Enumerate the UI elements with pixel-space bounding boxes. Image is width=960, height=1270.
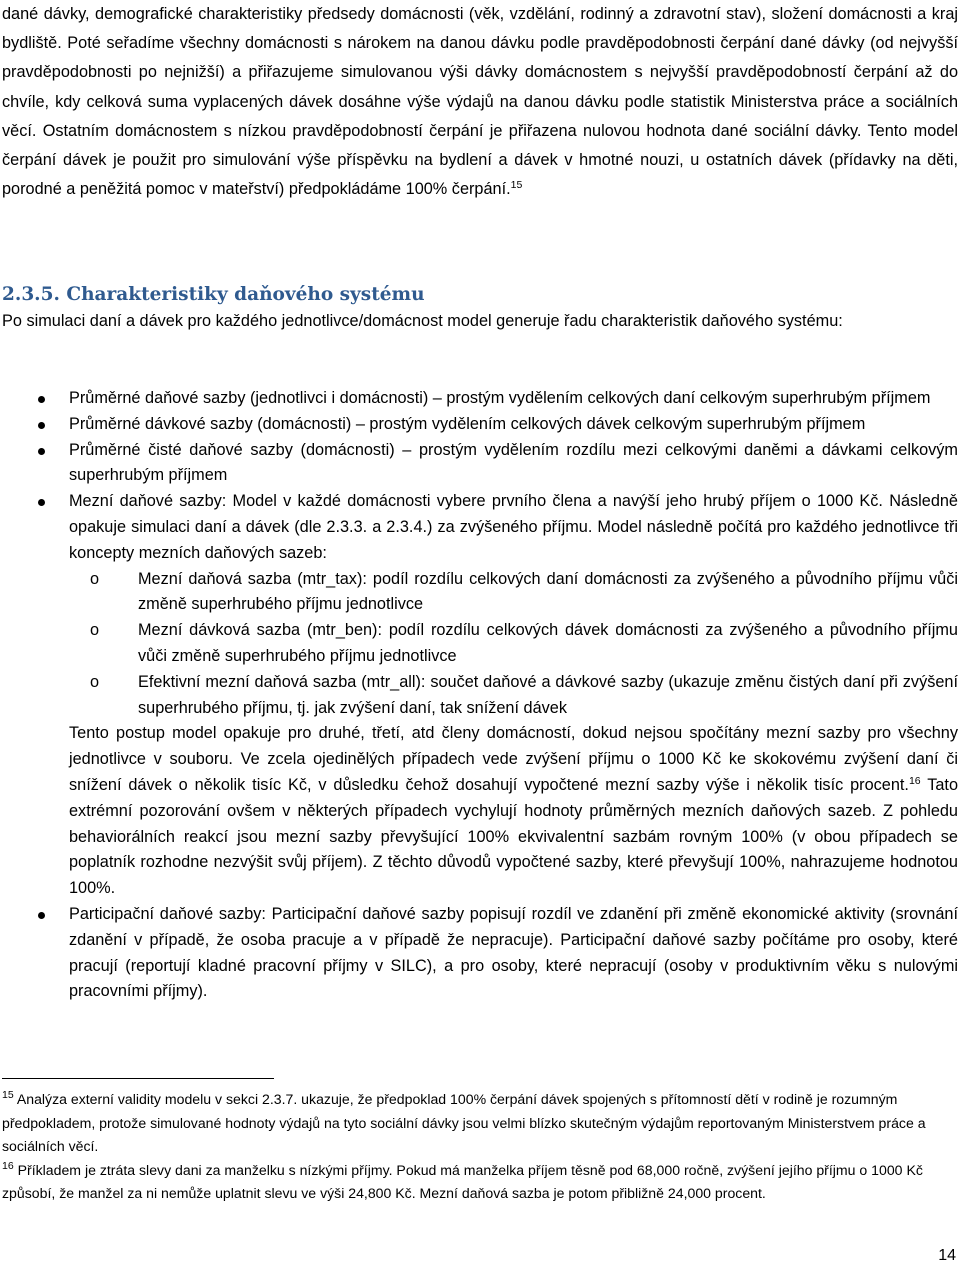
list-item: Průměrné dávkové sazby (domácnosti) – prostým vydělením celkových dávek celkovým superhrubým příjmem (0, 412, 958, 438)
characteristics-list (0, 386, 960, 1005)
bullet-icon (38, 499, 45, 506)
marginal-intro: Mezní daňové sazby: Model v každé domácnosti vybere prvního člena a navýší jeho hrubý příjem o 1000 Kč. Následně opakuje simulaci daní a dávek (dle 2.3.3. a 2.3.4.) za zvýšeného příjmu. Model následně počítá pro každého jednotlivce tři koncepty mezních daňových sazeb: (69, 492, 958, 562)
footnote-ref-16[interactable]: 16 (908, 774, 921, 787)
intro-text: dané dávky, demografické charakteristiky předsedy domácnosti (věk, vzdělání, rodinný a zdravotní stav), složení domácnosti a kraj bydliště. Poté seřadíme všechny domácnosti s nárokem na danou dávku podle pravděpodobnosti čerpání dané dávky (od nejvyšší pravděpodobnosti po nejnižší) a přiřazujeme simulovanou výši dávky domácnostem s nejvyšší pravděpodobností čerpání až do chvíle, kdy celková suma vyplacených dávek dosáhne výše výdajů na danou dávku podle statistik Ministerstva práce a sociálních věcí. Ostatním domácnostem s nízkou pravděpodobností čerpání je přiřazena nulovou hodnota dané sociální dávky. Tento model čerpání dávek je použit pro simulování výše příspěvku na bydlení a dávek v hmotné nouzi, u ostatních dávek (přídavky na děti, porodné a peněžitá pomoc v mateřství) předpokládáme 100% čerpání. (2, 5, 958, 199)
bullet-icon (38, 912, 45, 919)
list-item: Průměrné čisté daňové sazby (domácnosti) – prostým vydělením rozdílu mezi celkovými daněmi a dávkami celkovým superhrubým příjmem (0, 438, 958, 490)
footnote-15: $^{15}$ Analýza externí validity modelu v sekci 2.3.7. ukazuje, že předpoklad 100% čerpání dávek spojených s přítomností dětí v rodině je rozumným předpokladem, protože simulované hodnoty výdajů na tyto sociální dávky jsou velmi blízko skutečným výdajům reportovaným Ministerstvem práce a sociálních věcí. (2, 1089, 926, 1155)
footnote-16: $^{16}$ Příkladem je ztráta slevy dani za manželku s nízkými příjmy. Pokud má manželka příjem těsně pod 68,000 ročně, zvýšení jejího příjmu o 1000 Kč způsobí, že manžel za ni nemůže uplatnit slevu ve výši 24,800 Kč. Mezní daňová sazba je potom přibližně 24,000 procent. (2, 1159, 923, 1202)
bullet-icon (38, 422, 45, 429)
list-item-participation: Participační daňové sazby: Participační daňové sazby popisují rozdíl ve zdanění při změně ekonomické aktivity (srovnání zdanění v případě, že osoba pracuje a v případě že nepracuje). Participační daňové sazby počítáme pro osoby, které pracují (reportují kladné pracovní příjmy v SILC), a pro osoby, které nepracují (osoby v produktivním věku s nulovými pracovními příjmy). (0, 902, 958, 1005)
footnote-ref-15[interactable]: 15 (510, 179, 523, 192)
circle-bullet-icon: o (90, 621, 100, 640)
sub-list-item: o Efektivní mezní daňová sazba (mtr_all): součet daňové a dávkové sazby (ukazuje změnu čistých daní při zvýšení superhrubého příjmu, tj. jak zvýšení daní, tak snížení dávek (69, 670, 958, 722)
marginal-sublist (69, 567, 958, 722)
intro-paragraph (2, 0, 958, 204)
page-number: 14 (938, 1247, 956, 1264)
list-item-marginal-rates (0, 489, 958, 902)
footnote-separator (2, 1078, 274, 1079)
simulation-paragraph: Po simulaci daní a dávek pro každého jednotlivce/domácnost model generuje řadu charakteristik daňového systému: (2, 312, 843, 330)
list-item: Průměrné daňové sazby (jednotlivci i domácnosti) – prostým vydělením celkových daní celkovým superhrubým příjmem (0, 386, 958, 412)
bullet-icon (38, 396, 45, 403)
bullet-icon (38, 448, 45, 455)
sub-list-item: o Mezní dávková sazba (mtr_ben): podíl rozdílu celkových dávek domácnosti za zvýšeného a původního příjmu vůči změně superhrubého příjmu jednotlivce (69, 618, 958, 670)
marginal-followup: Tento postup model opakuje pro druhé, třetí, atd členy domácností, dokud nejsou spočítány mezní sazby pro všechny jednotlivce v souboru. Ve zcela ojedinělých případech vede zvýšení příjmu o 1000 Kč ke skokovému zvýšení daní či snížení dávek o několik tisíc Kč, v důsledku čehož dosahují vypočtené mezní sazby výše i několik tisíc procent.$^{16}$ Tato extrémní pozorování ovšem v některých případech vychylují hodnoty průměrných mezních daňových sazeb. Z pohledu behaviorálních reakcí jsou mezní sazby převyšující 100% ekvivalentní sazbám rovným 100% (v obou případech se poplatník rozhodne nezvýšit svůj příjem). Z těchto důvodů vypočtené sazby, které převyšují 100%, nahrazujeme hodnotou 100%. (69, 724, 958, 898)
circle-bullet-icon: o (90, 672, 100, 691)
footnotes (2, 1088, 958, 1206)
section-heading: 2.3.5. Charakteristiky daňového systému (2, 284, 425, 305)
sub-list-item: o Mezní daňová sazba (mtr_tax): podíl rozdílu celkových daní domácnosti za zvýšeného a původního příjmu vůči změně superhrubého příjmu jednotlivce (69, 567, 958, 619)
circle-bullet-icon: o (90, 569, 100, 588)
